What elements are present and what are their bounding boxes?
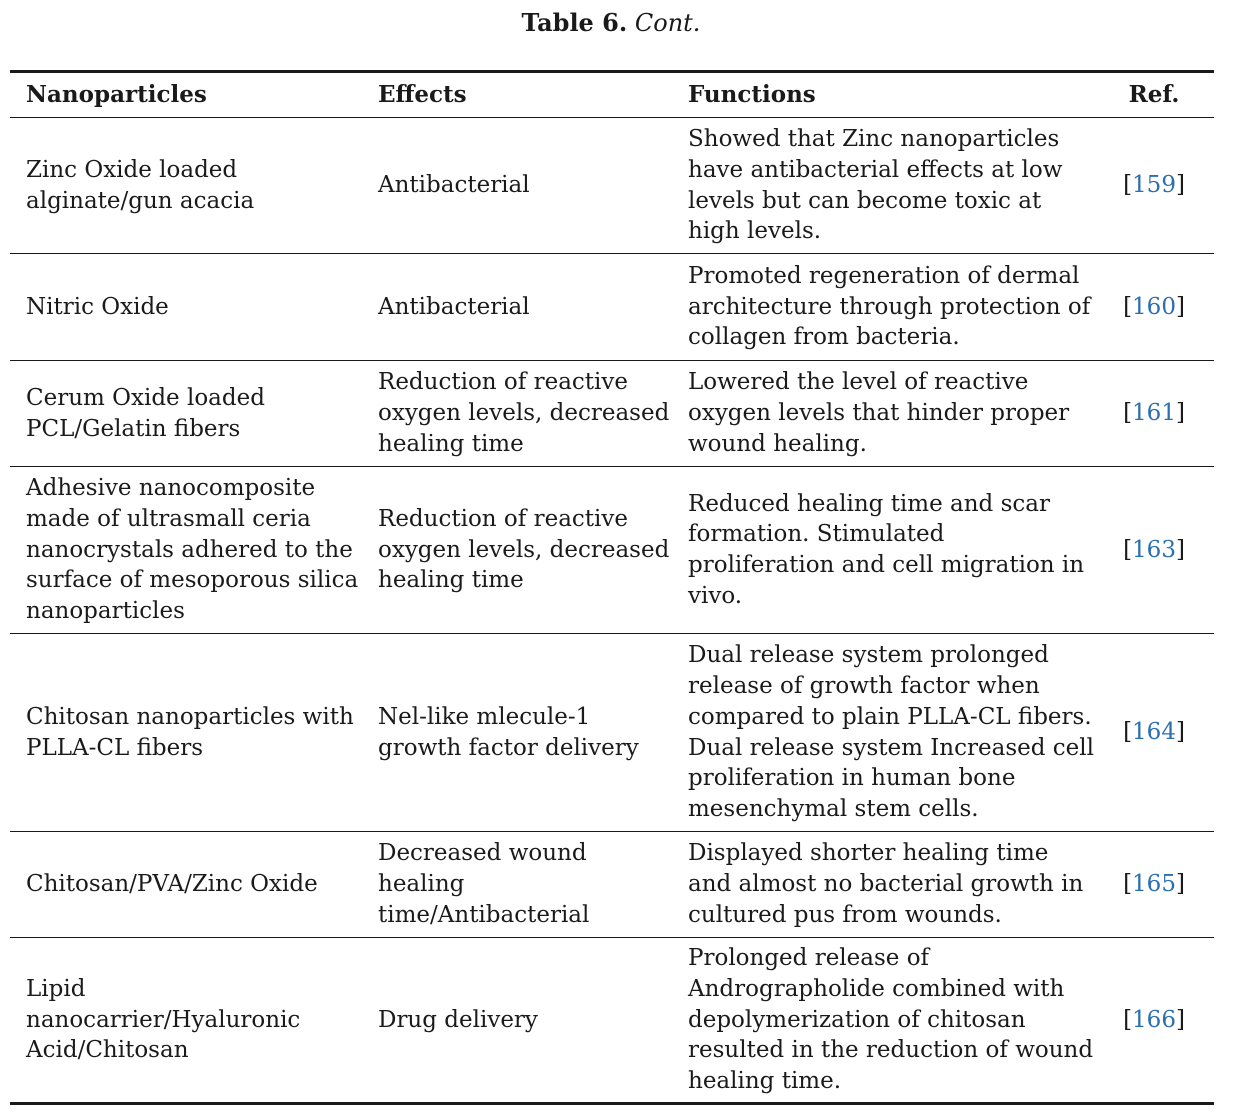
cell-functions: Dual release system prolonged release of growth factor when compared to plain PLLA-CL fibers. Dual release system Increased cell proliferation in human bone mesenchymal stem cells.	[688, 642, 1094, 822]
cell-effects: Nel-like mlecule-1 growth factor delivery	[378, 703, 639, 761]
cell-nanoparticles: Chitosan nanoparticles with PLLA-CL fibers	[26, 703, 354, 761]
cell-effects: Reduction of reactive oxygen levels, decreased healing time	[378, 505, 670, 594]
cell-effects: Drug delivery	[378, 1006, 538, 1033]
header-functions: Functions	[672, 72, 1094, 118]
table-row	[10, 832, 1214, 938]
table-row	[10, 118, 1214, 254]
cell-functions: Prolonged release of Andrographolide combined with depolymerization of chitosan resulted in the reduction of wound healing time.	[688, 945, 1094, 1095]
cell-ref: [164]	[1123, 719, 1185, 746]
ref-link[interactable]: 159	[1132, 172, 1176, 199]
cell-effects: Antibacterial	[378, 172, 530, 199]
table-row	[10, 361, 1214, 467]
cell-nanoparticles: Chitosan/PVA/Zinc Oxide	[26, 871, 318, 898]
ref-link[interactable]: 160	[1132, 293, 1176, 320]
ref-link[interactable]: 165	[1132, 871, 1176, 898]
cell-functions: Lowered the level of reactive oxygen levels that hinder proper wound healing.	[688, 369, 1070, 457]
table-caption	[0, 8, 1222, 38]
cell-ref: [166]	[1123, 1006, 1185, 1033]
cell-nanoparticles: Cerum Oxide loaded PCL/Gelatin fibers	[26, 384, 265, 442]
table-caption-continued: Cont.	[634, 9, 701, 37]
cell-functions: Showed that Zinc nanoparticles have antibacterial effects at low levels but can become toxic at high levels.	[688, 126, 1063, 245]
cell-ref: [163]	[1123, 536, 1185, 563]
cell-functions: Promoted regeneration of dermal architecture through protection of collagen from bacteria.	[688, 262, 1091, 351]
table-row	[10, 634, 1214, 832]
table-header-row	[10, 72, 1214, 118]
cell-ref: [165]	[1123, 871, 1185, 898]
cell-effects: Reduction of reactive oxygen levels, decreased healing time	[378, 369, 670, 457]
ref-link[interactable]: 164	[1132, 719, 1176, 746]
header-ref: Ref.	[1094, 72, 1214, 118]
ref-link[interactable]: 163	[1132, 536, 1176, 563]
cell-nanoparticles: Adhesive nanocomposite made of ultrasmall ceria nanocrystals adhered to the surface of mesoporous silica nanoparticles	[26, 475, 359, 625]
ref-link[interactable]: 161	[1132, 400, 1176, 427]
cell-functions: Displayed shorter healing time and almost no bacterial growth in cultured pus from wounds.	[688, 840, 1084, 928]
ref-link[interactable]: 166	[1132, 1006, 1176, 1033]
cell-effects: Antibacterial	[378, 293, 530, 320]
cell-ref: [160]	[1123, 293, 1185, 320]
cell-nanoparticles: Lipid nanocarrier/Hyaluronic Acid/Chitosan	[26, 975, 301, 1064]
header-nanoparticles: Nanoparticles	[10, 72, 362, 118]
table-caption-label: Table 6.	[521, 8, 628, 37]
cell-ref: [161]	[1123, 400, 1185, 427]
cell-nanoparticles: Zinc Oxide loaded alginate/gun acacia	[26, 156, 255, 214]
header-effects: Effects	[362, 72, 672, 118]
cell-ref: [159]	[1123, 172, 1185, 199]
cell-nanoparticles: Nitric Oxide	[26, 293, 169, 320]
cell-functions: Reduced healing time and scar formation. Stimulated proliferation and cell migration in vivo.	[688, 490, 1085, 609]
table-row	[10, 254, 1214, 361]
cell-effects: Decreased wound healing time/Antibacterial	[378, 840, 590, 928]
table-row	[10, 938, 1214, 1104]
table-row	[10, 467, 1214, 634]
nanoparticles-table	[10, 70, 1214, 1105]
